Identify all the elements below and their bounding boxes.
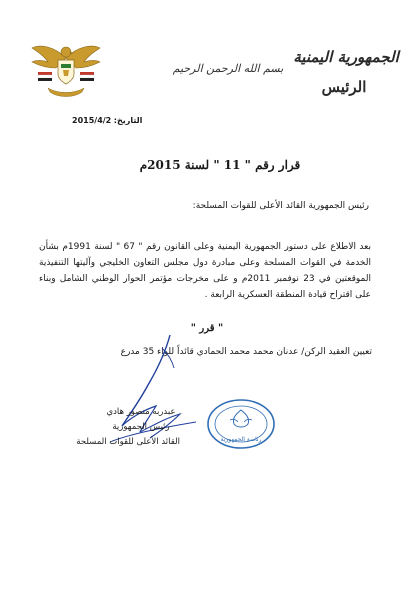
preamble-paragraph: بعد الاطلاع على دستور الجمهورية اليمنية وعلى القانون رقم " 67 " لسنة 1991م بشأن الخدمة في القوات المسلحة وعلى مبادرة دول مجلس التعاون الخليجي وآليتها التنفيذية الموقعتين في 23 نوفمبر 2011م و على مخرجات مؤتمر الحوار الوطني الشامل وبناء على اقتراح قيادة المنطقة العسكرية الرابعة . [39, 242, 371, 300]
official-seal-icon [206, 398, 276, 450]
date-line [72, 116, 152, 125]
yemen-eagle-emblem-icon [30, 38, 102, 100]
republic-heading: الجمهورية اليمنية [293, 48, 399, 66]
decided-heading: " قرر " [190, 323, 224, 334]
issuer-line: رئيس الجمهورية القائد الأعلى للقوات المسلحة: [192, 201, 369, 211]
signatory-role: القائد الأعلى للقوات المسلحة [76, 437, 180, 447]
date-label: التاريخ: [113, 116, 143, 125]
signatory-name: عبدربه منصور هادي [106, 407, 176, 417]
stamp-label: رئاسة الجمهورية [220, 436, 262, 443]
signature-block [76, 405, 180, 450]
decision-title: قرار رقم " 11 " لسنة 2015م [139, 158, 301, 172]
appointment-clause: تعيين العقيد الركن/ عدنان محمد محمد الحمادي قائداً للواء 35 مدرع [120, 347, 372, 357]
basmala-text: بسم الله الرحمن الرحيم [172, 62, 284, 75]
president-heading: الرئيس [321, 78, 367, 96]
signatory-title: رئيس الجمهورية [112, 422, 170, 432]
date-value: 2015/4/2 [72, 116, 112, 125]
